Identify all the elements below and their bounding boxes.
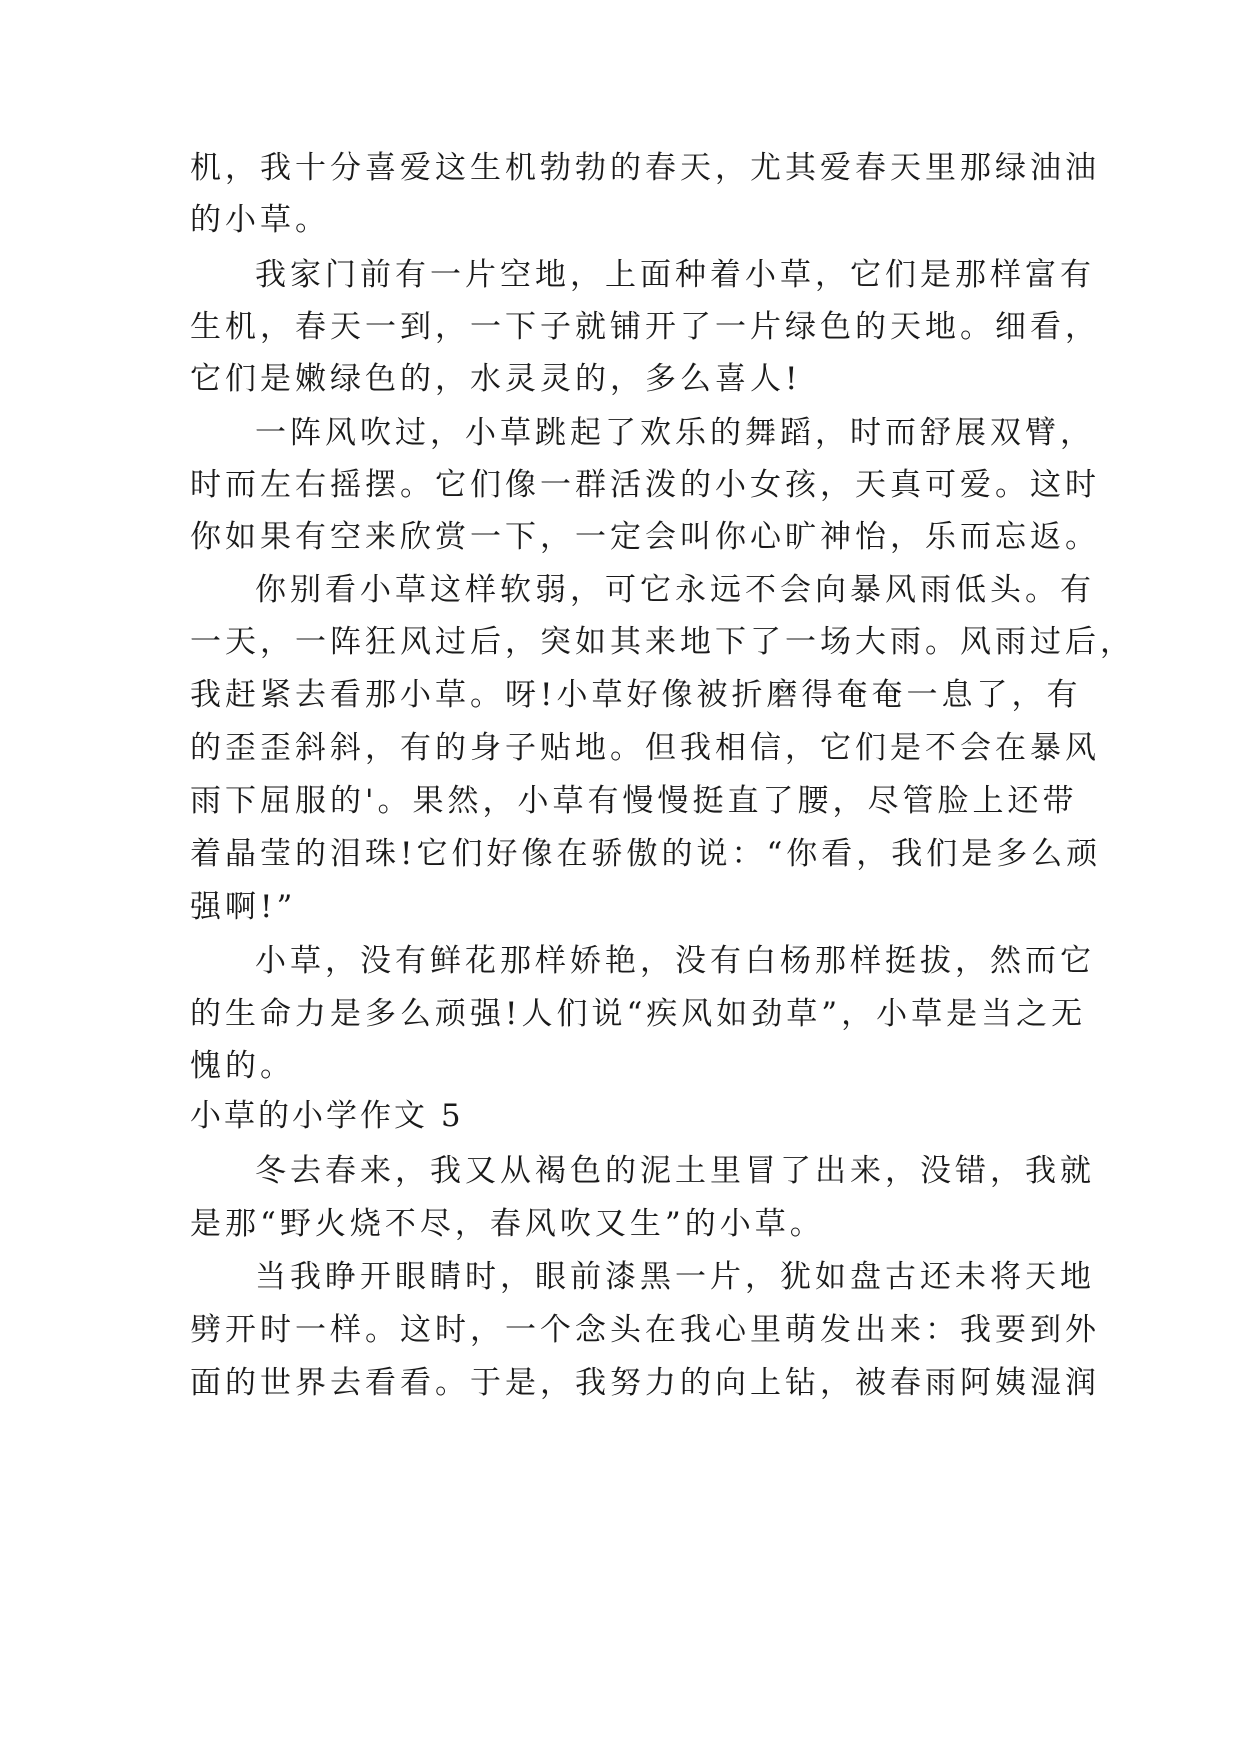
text-line: 面的世界去看看。于是，我努力的向上钻，被春雨阿姨湿润 [190,1365,1100,1401]
text-line: 生机，春天一到，一下子就铺开了一片绿色的天地。细看， [190,309,1100,345]
text-line: 强啊!” [190,889,297,925]
text-line: 的生命力是多么顽强!人们说“疾风如劲草”，小草是当之无 [190,996,1087,1032]
text-line: 它们是嫩绿色的，水灵灵的，多么喜人! [190,361,802,397]
paragraph-first-line: 我家门前有一片空地，上面种着小草，它们是那样富有 [255,257,1095,293]
text-line: 我赶紧去看那小草。呀!小草好像被折磨得奄奄一息了，有 [190,677,1082,713]
text-line: 愧的。 [190,1048,295,1084]
text-line: 一天，一阵狂风过后，突如其来地下了一场大雨。风雨过后， [190,624,1135,660]
text-line: 的歪歪斜斜，有的身子贴地。但我相信，它们是不会在暴风 [190,730,1100,766]
paragraph-first-line: 小草，没有鲜花那样娇艳，没有白杨那样挺拔，然而它 [255,943,1095,979]
paragraph-first-line: 一阵风吹过，小草跳起了欢乐的舞蹈，时而舒展双臂， [255,415,1095,451]
section-heading: 小草的小学作文 5 [190,1098,464,1134]
paragraph-first-line: 冬去春来，我又从褐色的泥土里冒了出来，没错，我就 [255,1153,1095,1189]
text-line: 机，我十分喜爱这生机勃勃的春天，尤其爱春天里那绿油油 [190,150,1100,186]
text-line: 时而左右摇摆。它们像一群活泼的小女孩，天真可爱。这时 [190,467,1100,503]
paragraph-first-line: 你别看小草这样软弱，可它永远不会向暴风雨低头。有 [255,572,1095,608]
text-line: 你如果有空来欣赏一下，一定会叫你心旷神怡，乐而忘返。 [190,519,1100,555]
text-line: 劈开时一样。这时，一个念头在我心里萌发出来：我要到外 [190,1312,1100,1348]
paragraph-first-line: 当我睁开眼睛时，眼前漆黑一片，犹如盘古还未将天地 [255,1259,1095,1295]
text-line: 的小草。 [190,202,330,238]
text-line: 是那“野火烧不尽，春风吹又生”的小草。 [190,1206,825,1242]
text-line: 着晶莹的泪珠!它们好像在骄傲的说：“你看，我们是多么顽 [190,836,1102,872]
text-line: 雨下屈服的'。果然，小草有慢慢挺直了腰，尽管脸上还带 [190,783,1078,819]
